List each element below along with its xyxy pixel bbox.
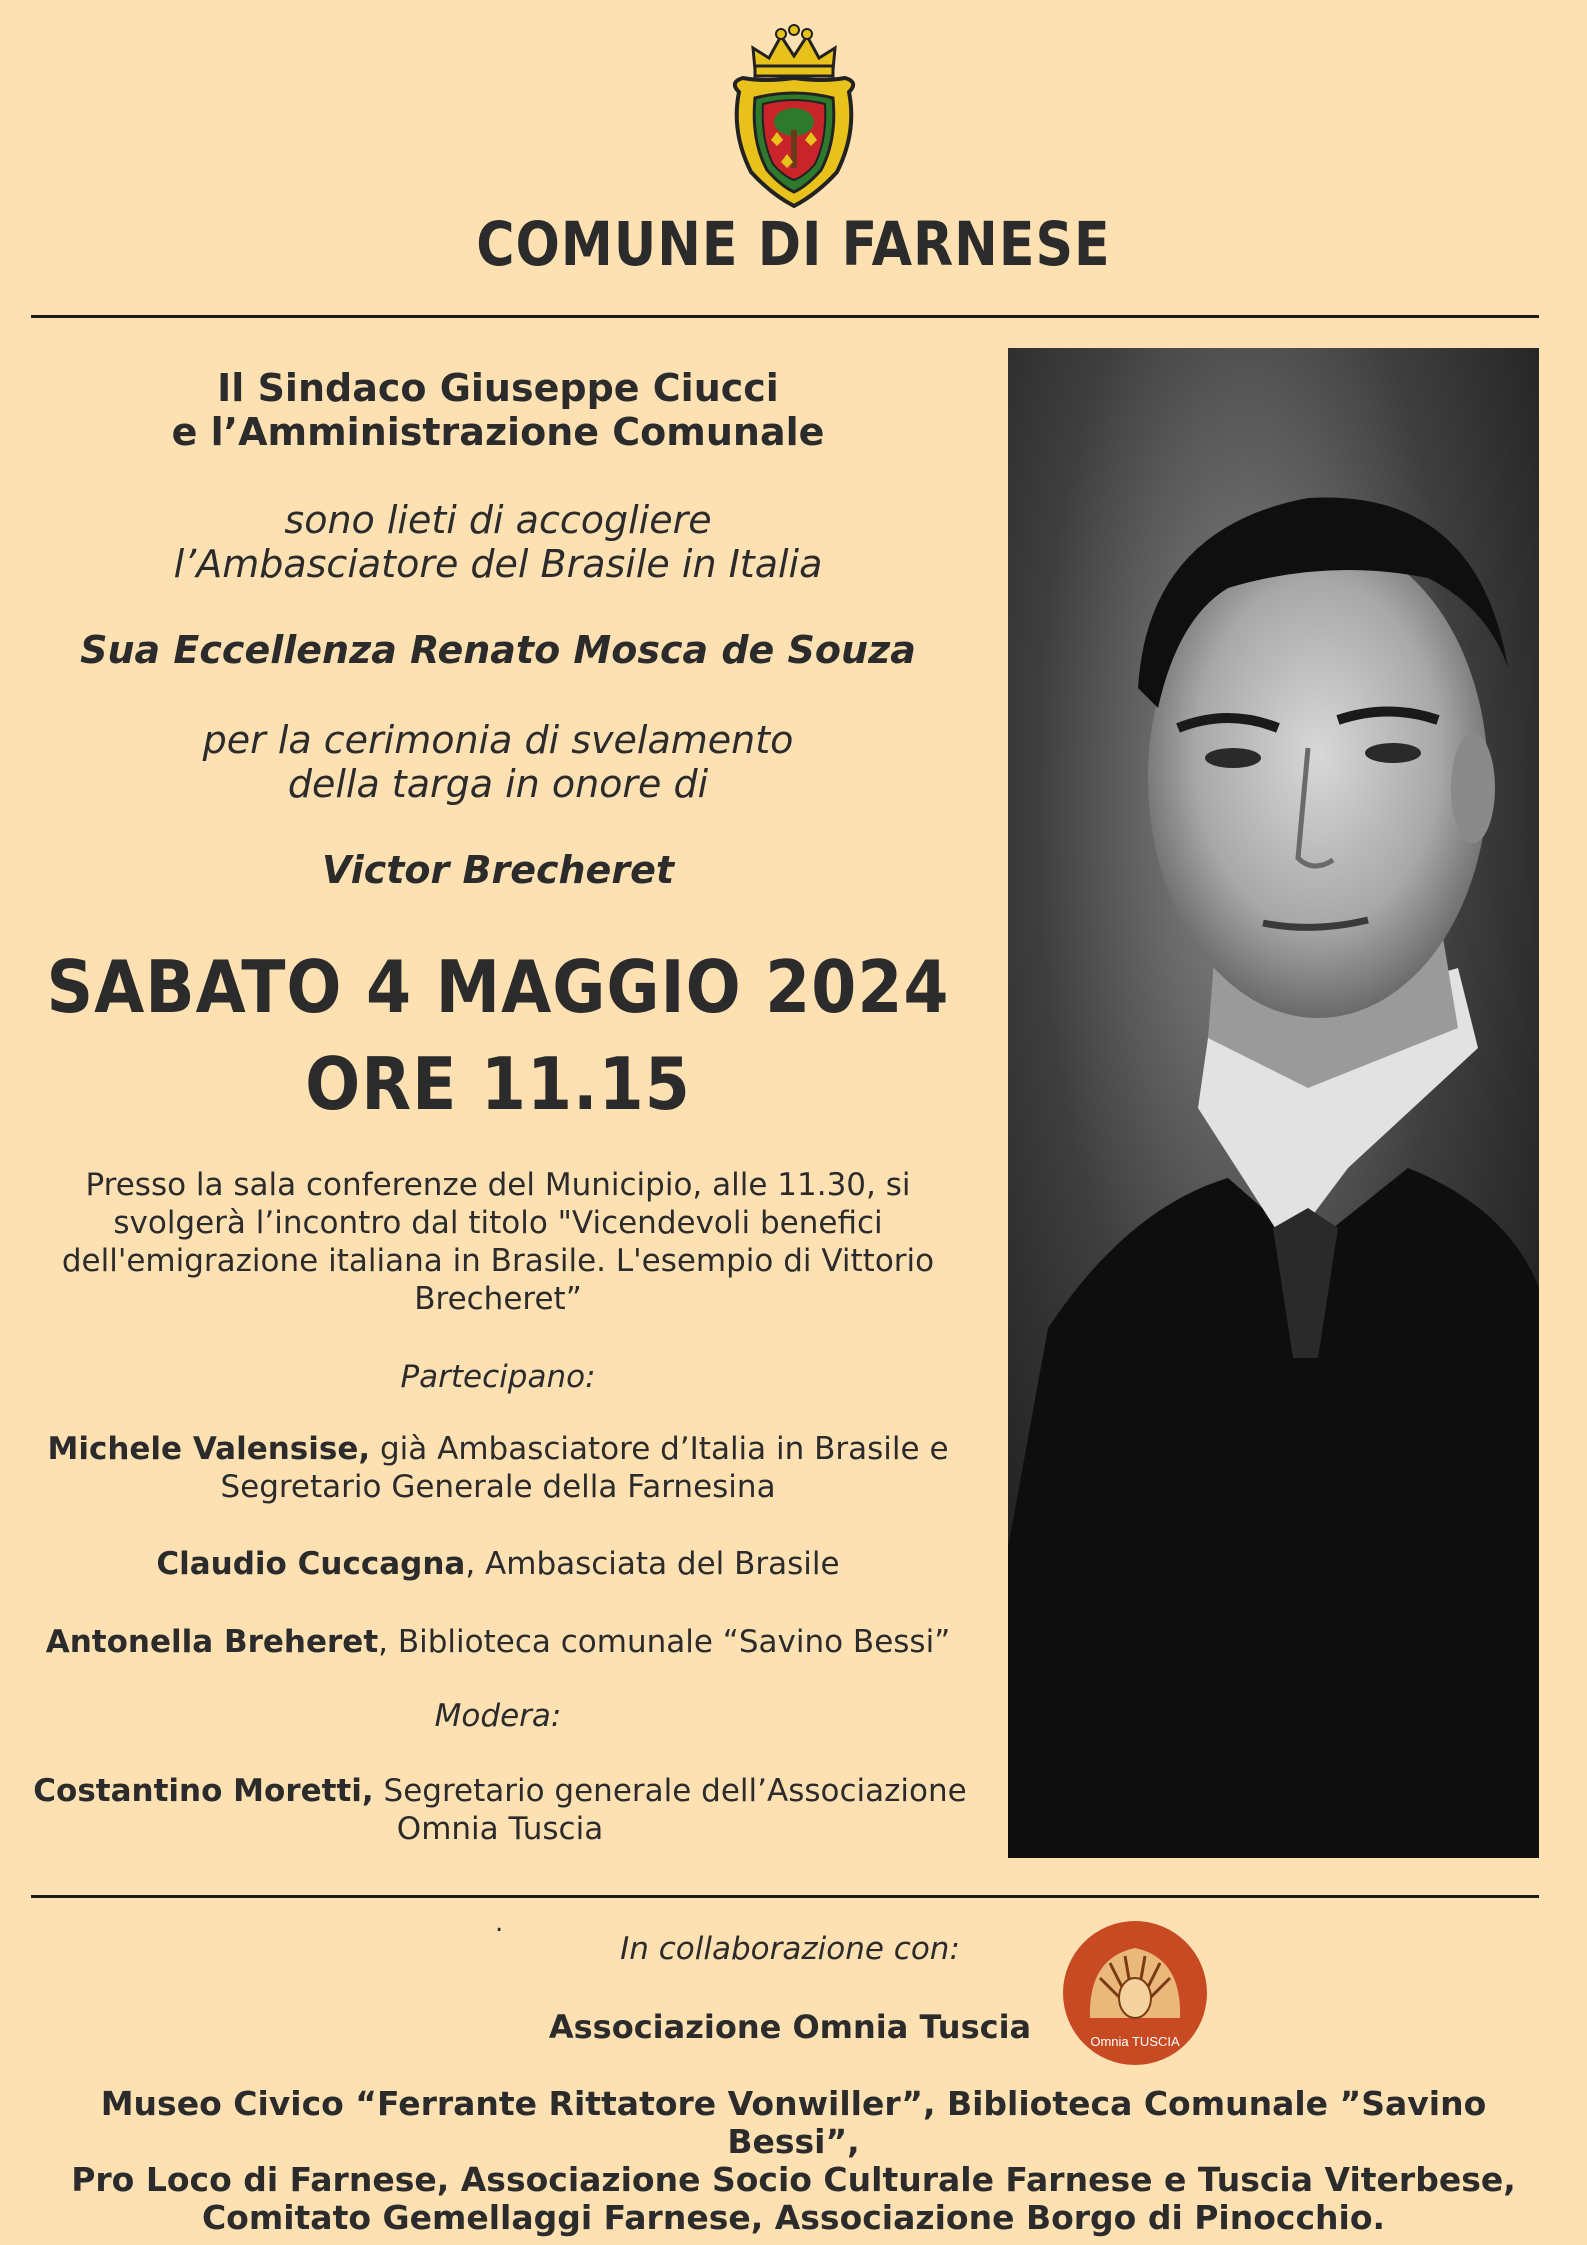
welcome-block <box>18 498 978 586</box>
ambassador-name: Sua Eccellenza Renato Mosca de Souza <box>80 628 916 672</box>
participants-heading: Partecipano: <box>400 1359 596 1395</box>
partners-line: Pro Loco di Farnese, Associazione Socio Culturale Farnese e Tuscia Viterbese, <box>71 2160 1516 2199</box>
moderator-role: Segretario generale dell’Associazione <box>373 1773 967 1809</box>
honoree-name: Victor Brecheret <box>321 848 675 892</box>
ceremony-line: per la cerimonia di svelamento <box>202 718 794 762</box>
event-date: SABATO 4 MAGGIO 2024 <box>46 945 950 1029</box>
moderator-heading: Modera: <box>434 1698 562 1734</box>
description-line: dell'emigrazione italiana in Brasile. L'esempio di Vittorio <box>61 1243 935 1279</box>
event-time: ORE 11.15 <box>305 1042 691 1126</box>
participant-role: , Ambasciata del Brasile <box>465 1546 840 1582</box>
participant-role: Segretario Generale della Farnesina <box>220 1469 776 1505</box>
participant-role: già Ambasciatore d’Italia in Brasile e <box>370 1431 949 1467</box>
participant-item <box>18 1545 978 1583</box>
coat-of-arms-icon <box>725 22 863 212</box>
participant-item <box>38 1430 958 1506</box>
moderator-role: Omnia Tuscia <box>396 1811 604 1847</box>
ceremony-block <box>18 718 978 806</box>
host-block <box>18 366 978 454</box>
ceremony-line: della targa in onore di <box>287 762 709 806</box>
divider <box>31 315 1539 318</box>
welcome-line: sono lieti di accogliere <box>284 498 712 542</box>
divider <box>31 1895 1539 1898</box>
welcome-line: l’Ambasciatore del Brasile in Italia <box>173 542 823 586</box>
host-line: e l’Amministrazione Comunale <box>171 410 825 454</box>
participant-role: , Biblioteca comunale “Savino Bessi” <box>378 1624 951 1660</box>
host-line: Il Sindaco Giuseppe Ciucci <box>217 366 779 410</box>
partners-line: Comitato Gemellaggi Farnese, Associazione Borgo di Pinocchio. <box>201 2198 1386 2237</box>
association-name: Associazione Omnia Tuscia <box>548 2008 1032 2046</box>
partners-line: Museo Civico “Ferrante Rittatore Vonwiller”, Biblioteca Comunale ”Savino Bessi”, <box>100 2084 1487 2161</box>
omnia-tuscia-logo-icon <box>1060 1918 1210 2068</box>
svg-text:Omnia TUSCIA: Omnia TUSCIA <box>1090 2034 1180 2049</box>
partners-list <box>40 2085 1547 2237</box>
collaboration-label: In collaborazione con: <box>620 1931 960 1967</box>
description-line: Presso la sala conferenze del Municipio, alle 11.30, si <box>85 1167 911 1203</box>
participant-name: Michele Valensise, <box>47 1431 371 1467</box>
participant-name: Antonella Breheret <box>45 1624 379 1660</box>
participant-name: Claudio Cuccagna <box>156 1546 466 1582</box>
page-title: COMUNE DI FARNESE <box>476 208 1111 280</box>
portrait-photo <box>1008 348 1539 1858</box>
description-line: Brecheret” <box>414 1281 582 1317</box>
description-line: svolgerà l’incontro dal titolo "Vicendevoli benefici <box>113 1205 883 1241</box>
moderator-name: Costantino Moretti, <box>33 1773 374 1809</box>
program-description <box>48 1166 948 1318</box>
participant-item <box>18 1623 978 1661</box>
stray-dot: . <box>495 1908 504 1938</box>
moderator-item <box>30 1772 970 1848</box>
